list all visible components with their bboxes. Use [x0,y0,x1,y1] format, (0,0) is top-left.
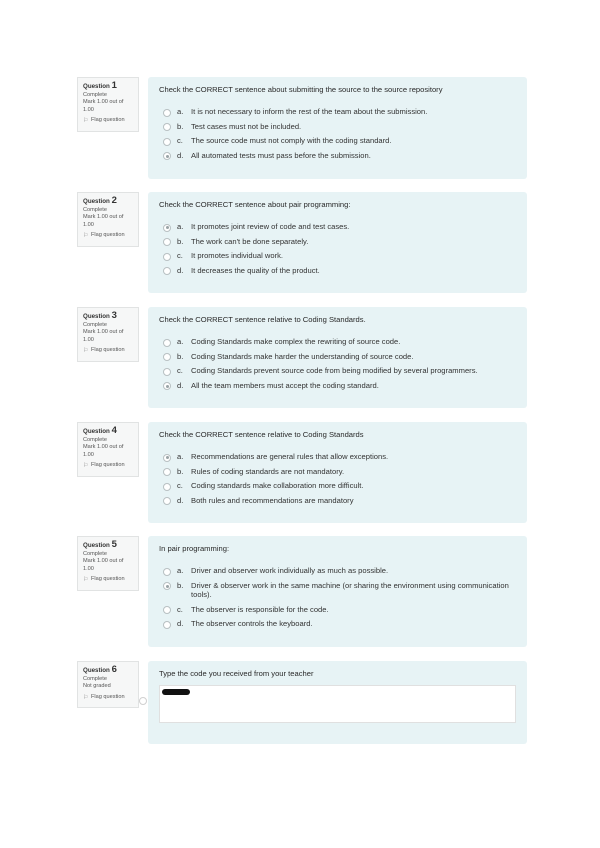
answer-option[interactable]: a. It is not necessary to inform the rest of the team about the submission. [159,107,516,117]
answer-option[interactable]: b. Rules of coding standards are not mandatory. [159,467,516,477]
answer-option[interactable]: a. It promotes joint review of code and test cases. [159,222,516,232]
radio-button[interactable] [163,109,171,117]
question-text: Check the CORRECT sentence about pair programming: [159,200,351,209]
question-text: In pair programming: [159,544,230,553]
flag-question-link[interactable]: ⚐ Flag question [83,347,125,355]
answer-option[interactable]: c. It promotes individual work. [159,251,516,261]
question-info [77,661,139,708]
question-status: Complete [83,321,107,328]
question-mark: Mark 1.00 out of 1.00 [83,444,124,458]
radio-button[interactable] [163,497,171,505]
radio-button[interactable] [163,138,171,146]
flag-icon: ⚐ [83,577,89,584]
flag-icon: ⚐ [83,348,89,355]
question-content [148,192,527,293]
question-text: Type the code you received from your teacher [159,669,314,678]
question-content [148,536,527,647]
radio-button-selected[interactable] [163,454,171,462]
flag-icon: ⚐ [83,463,89,470]
question-status: Complete [83,436,107,443]
radio-button[interactable] [163,253,171,261]
answer-option[interactable]: d. The observer controls the keyboard. [159,619,516,629]
flag-icon: ⚐ [83,118,89,125]
question-number: Question 6 [83,664,117,675]
radio-button-selected[interactable] [163,224,171,232]
question-info [77,77,139,132]
question-content [148,307,527,408]
question-number: Question 5 [83,539,117,550]
flag-icon: ⚐ [83,694,89,701]
question-info [77,307,139,362]
radio-button[interactable] [163,353,171,361]
question-status: Complete [83,91,107,98]
question-text: Check the CORRECT sentence relative to Coding Standards. [159,315,366,324]
flag-icon: ⚐ [83,233,89,240]
question-mark: Mark 1.00 out of 1.00 [83,329,124,343]
answer-option[interactable]: c. The observer is responsible for the code. [159,605,516,615]
answer-status-circle [139,697,147,705]
question-number: Question 2 [83,195,117,206]
answer-option[interactable]: a. Recommendations are general rules that allow exceptions. [159,452,516,462]
flag-question-link[interactable]: ⚐ Flag question [83,462,125,470]
question-info [77,192,139,247]
answer-option[interactable]: c. The source code must not comply with the coding standard. [159,136,516,146]
question-status: Complete [83,675,107,682]
question-number: Question 4 [83,425,117,436]
question-mark: Mark 1.00 out of 1.00 [83,99,124,113]
radio-button[interactable] [163,339,171,347]
question-content [148,422,527,523]
question-text: Check the CORRECT sentence relative to Coding Standards [159,430,364,439]
answer-option[interactable]: d. All automated tests must pass before the submission. [159,151,516,161]
radio-button[interactable] [163,468,171,476]
flag-question-link[interactable]: ⚐ Flag question [83,232,125,240]
radio-button-selected[interactable] [163,152,171,160]
question-content [148,661,527,744]
answer-option[interactable]: b. Coding Standards make harder the understanding of source code. [159,352,516,362]
radio-button[interactable] [163,123,171,131]
radio-button[interactable] [163,368,171,376]
answer-option[interactable]: d. All the team members must accept the coding standard. [159,381,516,391]
question-info [77,422,139,477]
question-mark: Mark 1.00 out of 1.00 [83,558,124,572]
radio-button-selected[interactable] [163,382,171,390]
flag-question-link[interactable]: ⚐ Flag question [83,693,125,701]
radio-button[interactable] [163,267,171,275]
question-mark: Not graded [83,683,111,690]
question-status: Complete [83,550,107,557]
flag-question-link[interactable]: ⚐ Flag question [83,576,125,584]
question-content [148,77,527,179]
redacted-answer [162,689,190,695]
answer-option[interactable]: b. Test cases must not be included. [159,122,516,132]
flag-question-link[interactable]: ⚐ Flag question [83,117,125,125]
answer-option[interactable]: d. It decreases the quality of the product. [159,266,516,276]
answer-input[interactable] [159,685,516,723]
answer-option[interactable]: a. Driver and observer work individually as much as possible. [159,566,516,576]
radio-button[interactable] [163,238,171,246]
question-info [77,536,139,591]
question-text: Check the CORRECT sentence about submitting the source to the source repository [159,85,443,94]
question-mark: Mark 1.00 out of 1.00 [83,214,124,228]
answer-option[interactable]: b. Driver & observer work in the same machine (or sharing the environment using communication tools). [159,581,516,600]
radio-button[interactable] [163,621,171,629]
radio-button-selected[interactable] [163,582,171,590]
radio-button[interactable] [163,606,171,614]
question-status: Complete [83,206,107,213]
answer-option[interactable]: b. The work can't be done separately. [159,237,516,247]
question-number: Question 3 [83,310,117,321]
radio-button[interactable] [163,568,171,576]
question-number: Question 1 [83,80,117,91]
answer-option[interactable]: d. Both rules and recommendations are mandatory [159,496,516,506]
answer-option[interactable]: c. Coding standards make collaboration more difficult. [159,481,516,491]
answer-option[interactable]: a. Coding Standards make complex the rewriting of source code. [159,337,516,347]
radio-button[interactable] [163,483,171,491]
answer-option[interactable]: c. Coding Standards prevent source code from being modified by several programmers. [159,366,516,376]
